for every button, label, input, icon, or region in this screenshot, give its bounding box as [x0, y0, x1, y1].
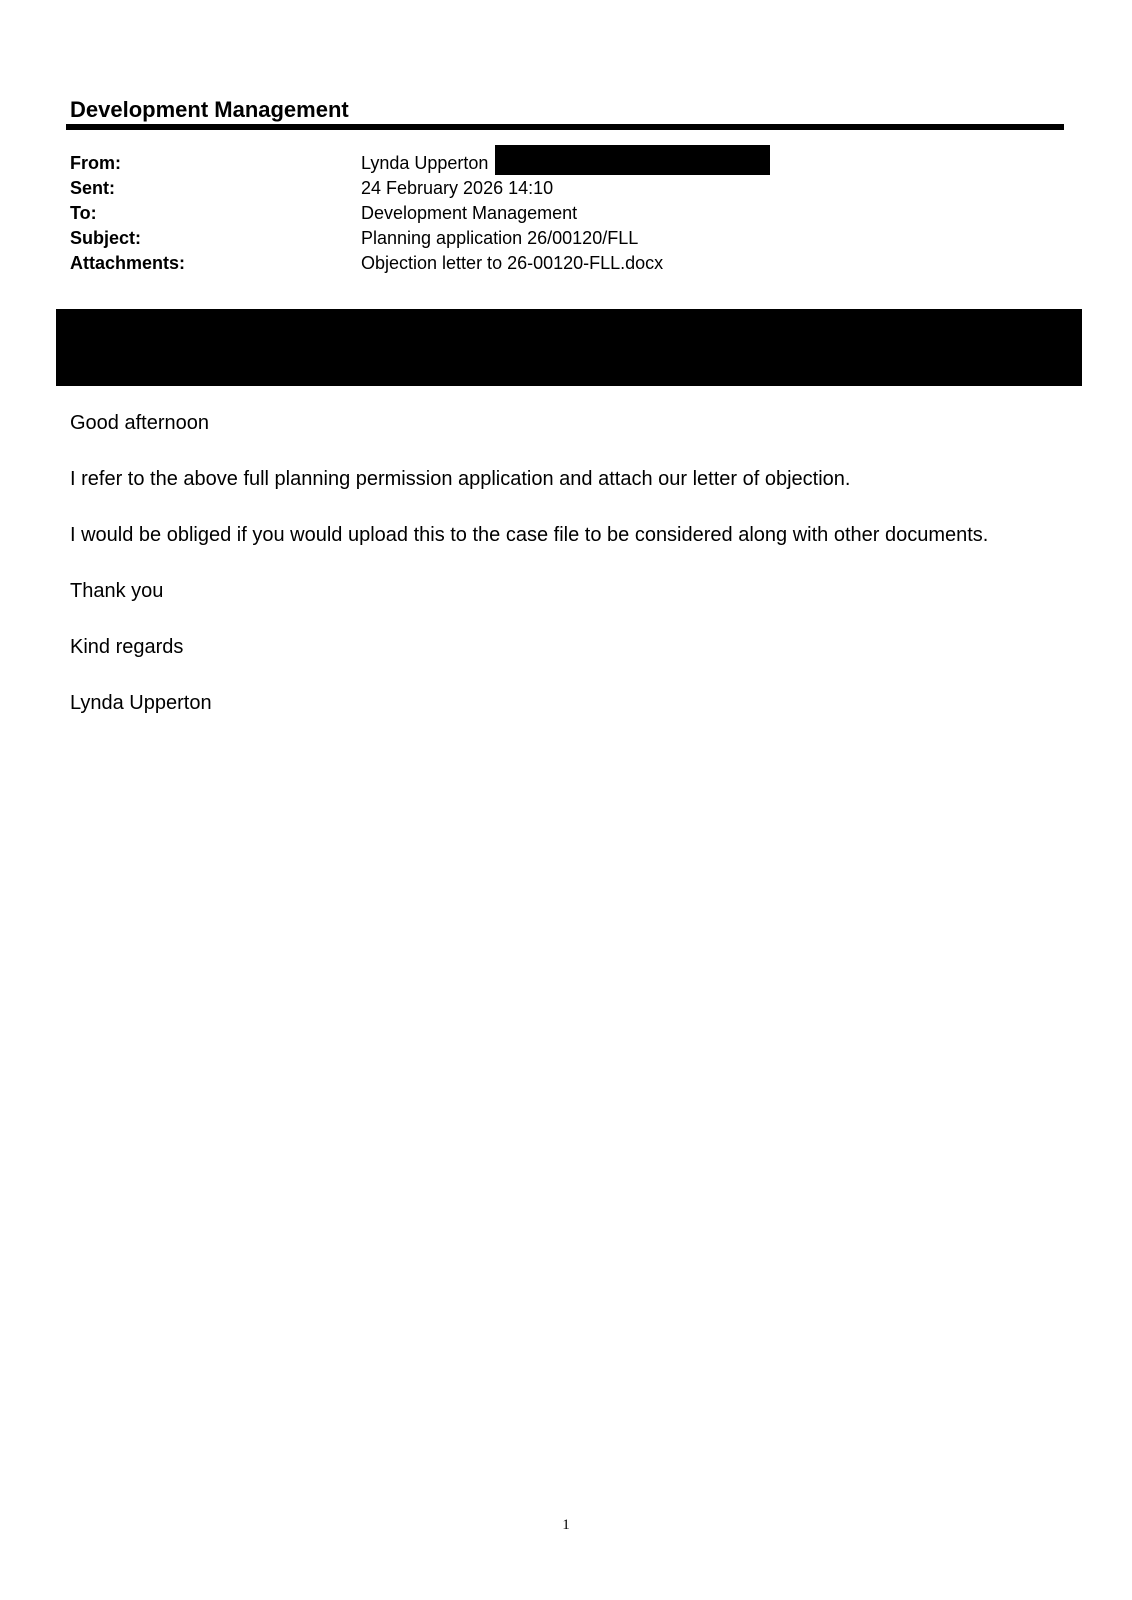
sent-label: Sent:	[70, 178, 115, 198]
title-divider	[66, 124, 1064, 130]
header-row-sent	[70, 176, 1030, 201]
from-value: Lynda Upperton	[361, 153, 489, 173]
greeting: Good afternoon	[70, 412, 209, 434]
header-row-subject	[70, 226, 1030, 251]
closing-line: Kind regards	[70, 636, 184, 658]
document-title: Development Management	[70, 97, 349, 122]
redaction-banner	[56, 309, 1082, 386]
subject-value: Planning application 26/00120/FLL	[361, 228, 639, 248]
page-number: 1	[562, 1517, 570, 1533]
sent-value: 24 February 2026 14:10	[361, 178, 554, 198]
to-label: To:	[70, 203, 97, 223]
attachments-value: Objection letter to 26-00120-FLL.docx	[361, 253, 664, 273]
email-address-redaction	[495, 145, 770, 175]
subject-label: Subject:	[70, 228, 142, 248]
body-paragraph: I would be obliged if you would upload this to the case file to be considered along with other documents.	[70, 524, 989, 546]
signature: Lynda Upperton	[70, 692, 212, 714]
header-row-attachments	[70, 251, 1030, 276]
header-row-to	[70, 201, 1030, 226]
email-body	[70, 409, 1050, 745]
attachments-label: Attachments:	[70, 253, 186, 273]
to-value: Development Management	[361, 203, 578, 223]
thanks-line: Thank you	[70, 580, 164, 602]
body-paragraph: I refer to the above full planning permission application and attach our letter of objection.	[70, 468, 851, 490]
from-label: From:	[70, 153, 121, 173]
